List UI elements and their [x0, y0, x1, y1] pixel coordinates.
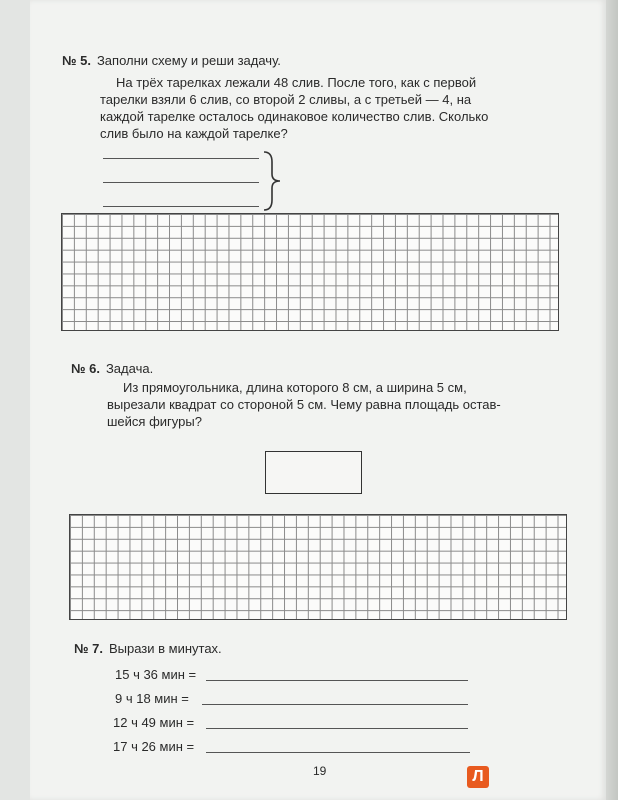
task-6-line: шейся фигуры?	[107, 414, 202, 429]
task-6-answer-grid[interactable]	[69, 514, 567, 620]
answer-line-2[interactable]	[202, 704, 468, 705]
conversion-label: 9 ч 18 мин =	[115, 691, 189, 706]
rectangle-figure	[265, 451, 362, 494]
task-5-number: № 5.	[62, 53, 91, 68]
task-5-line: На трёх тарелках лежали 48 слив. После того, как с первой	[116, 75, 477, 90]
task-7-title: Вырази в минутах.	[108, 641, 222, 656]
answer-line-3[interactable]	[206, 728, 468, 729]
curly-brace-icon	[262, 150, 284, 212]
task-6-title: Задача.	[105, 361, 154, 376]
task-5-line: слив было на каждой тарелке?	[100, 126, 288, 141]
task-5-title: Заполни схему и реши задачу.	[96, 53, 281, 68]
answer-line-4[interactable]	[206, 752, 470, 753]
task-5-line: каждой тарелке осталось одинаковое количество слив. Сколько	[100, 109, 489, 124]
task-5-answer-grid[interactable]	[61, 213, 559, 331]
page-edge	[606, 0, 618, 800]
task-6-line: Из прямоугольника, длина которого 8 см, а ширина 5 см,	[123, 380, 467, 395]
publisher-logo-icon: Л	[467, 766, 489, 788]
task-5-line: тарелки взяли 6 слив, со второй 2 сливы, а с третьей — 4, на	[100, 92, 472, 107]
task-6-text	[107, 379, 552, 430]
answer-line-1[interactable]	[206, 680, 468, 681]
task-7-number: № 7.	[74, 641, 103, 656]
conversion-label: 15 ч 36 мин =	[115, 667, 197, 682]
task-5-heading	[62, 53, 281, 68]
task-6-line: вырезали квадрат со стороной 5 см. Чему равна площадь остав-	[107, 397, 501, 412]
scheme-line-2[interactable]	[103, 182, 259, 183]
scheme-line-3[interactable]	[103, 206, 259, 207]
page-number: 19	[313, 764, 327, 778]
task-7-heading	[74, 641, 222, 656]
scheme-line-1[interactable]	[103, 158, 259, 159]
conversion-label: 12 ч 49 мин =	[113, 715, 195, 730]
task-5-text	[100, 74, 544, 142]
task-6-number: № 6.	[71, 361, 100, 376]
conversion-label: 17 ч 26 мин =	[113, 739, 195, 754]
task-6-heading	[71, 361, 153, 376]
